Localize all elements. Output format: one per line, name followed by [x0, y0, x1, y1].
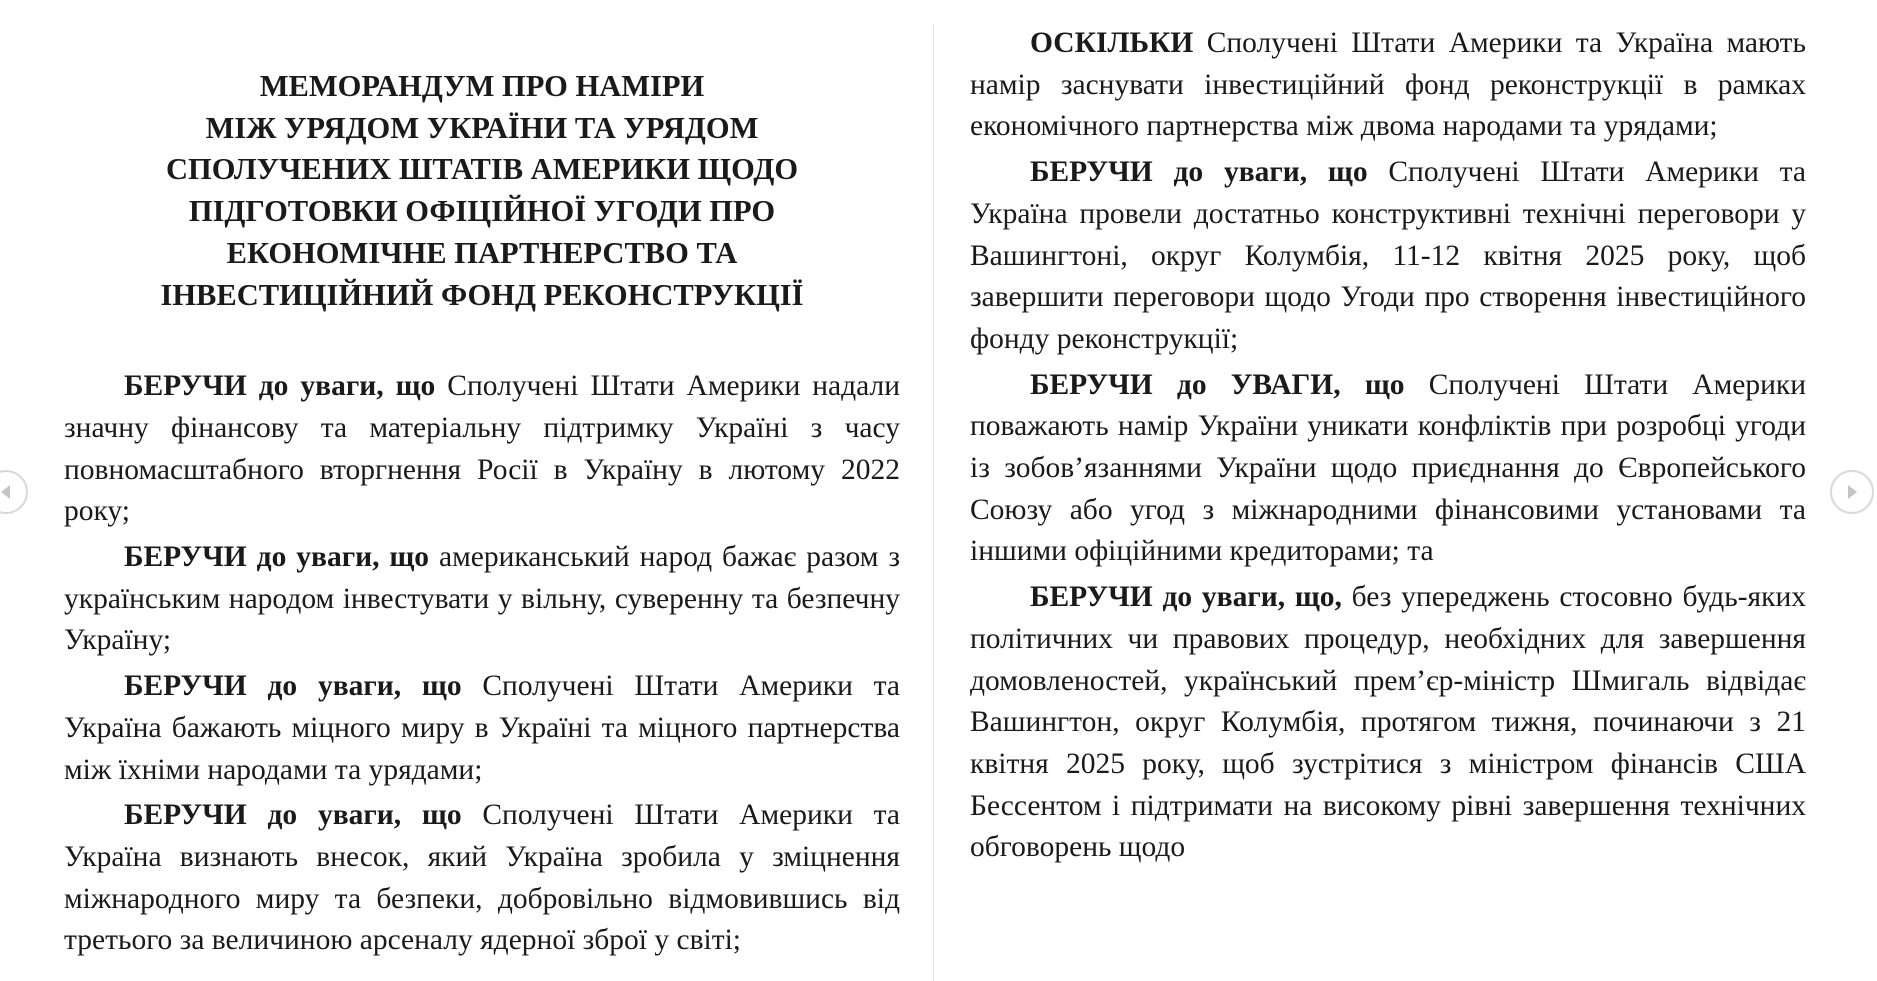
left-page	[0, 0, 933, 981]
recital-lead: БЕРУЧИ до УВАГИ, що	[1030, 368, 1405, 401]
title-line: МЕМОРАНДУМ ПРО НАМІРИ	[259, 69, 705, 103]
recital-text: американський народ бажає разом з українським народом інвестувати у вільну, суверенну та безпечну Україну;	[64, 541, 900, 657]
recital-paragraph	[970, 23, 1806, 148]
recital-text: Сполучені Штати Америки поважають намір України уникати конфліктів при розробці угоди із зобов’язаннями України щодо приєднання до Європейського Союзу або угод з міжнародними фінансовими установами та іншими офіційними кредиторами; та	[970, 368, 1807, 568]
memorandum-title	[64, 66, 900, 316]
recital-text: без упереджень стосовно будь-яких політичних чи правових процедур, необхідних для завершення домовленостей, український прем’єр-міністр Шмигаль відвідає Вашингтон, округ Колумбія, протягом тижня, починаючи з 21 квітня 2025 року, щоб зустрітися з міністром фінансів США Бессентом і підтримати на високому рівні завершення технічних обговорень щодо	[970, 581, 1806, 864]
title-line: ПІДГОТОВКИ ОФІЦІЙНОЇ УГОДИ ПРО	[188, 194, 776, 229]
recital-text: Сполучені Штати Америки та Україна визнають внесок, який Україна зробила у зміцнення міжнародного миру та безпеки, добровільно відмовившись від третього за величиною арсеналу ядерної зброї у світі;	[64, 799, 900, 957]
recital-paragraph	[64, 537, 900, 662]
left-page-body	[64, 366, 933, 962]
recital-paragraph	[970, 365, 1806, 574]
title-line: МІЖ УРЯДОМ УКРАЇНИ ТА УРЯДОМ	[205, 110, 759, 145]
recital-paragraph	[970, 577, 1806, 869]
recital-paragraph	[64, 795, 900, 962]
chevron-left-icon	[0, 482, 16, 502]
title-line: ЕКОНОМІЧНЕ ПАРТНЕРСТВО ТА	[226, 235, 738, 270]
recital-paragraph	[64, 666, 900, 791]
recital-lead: БЕРУЧИ до уваги, що,	[1030, 581, 1342, 614]
title-line: ІНВЕСТИЦІЙНИЙ ФОНД РЕКОНСТРУКЦІЇ	[160, 277, 804, 312]
recital-lead: БЕРУЧИ до уваги, що	[1030, 156, 1368, 189]
recital-paragraph	[970, 152, 1806, 361]
right-page	[934, 0, 1834, 981]
chevron-right-icon	[1842, 482, 1862, 502]
recital-text: Сполучені Штати Америки та Україна провели достатньо конструктивні технічні переговори у Вашингтоні, округ Колумбія, 11-12 квітня 2025 року, щоб завершити переговори щодо Угоди про створення інвестиційного фонду реконструкції;	[970, 156, 1806, 355]
recital-text: Сполучені Штати Америки та Україна бажають міцного миру в Україні та міцного партнерства між їхніми народами та урядами;	[64, 670, 900, 786]
title-line: СПОЛУЧЕНИХ ШТАТІВ АМЕРИКИ ЩОДО	[165, 152, 799, 187]
recital-text: Сполучені Штати Америки та Україна мають намір заснувати інвестиційний фонд реконструкції в рамках економічного партнерства між двома народами та урядами;	[970, 27, 1807, 143]
recital-text: Сполучені Штати Америки надали значну фінансову та матеріальну підтримку Україні з часу повномасштабного вторгнення Росії в Україну в лютому 2022 року;	[64, 370, 901, 528]
recital-lead: БЕРУЧИ до уваги, що	[124, 799, 462, 832]
recital-paragraph	[64, 366, 900, 533]
right-page-body	[970, 23, 1834, 869]
next-page-button[interactable]	[1830, 470, 1874, 514]
recital-lead: БЕРУЧИ до уваги, що	[124, 541, 430, 574]
recital-lead: БЕРУЧИ до уваги, що	[124, 370, 436, 403]
recital-lead: ОСКІЛЬКИ	[1030, 27, 1194, 59]
recital-lead: БЕРУЧИ до уваги, що	[124, 670, 462, 703]
